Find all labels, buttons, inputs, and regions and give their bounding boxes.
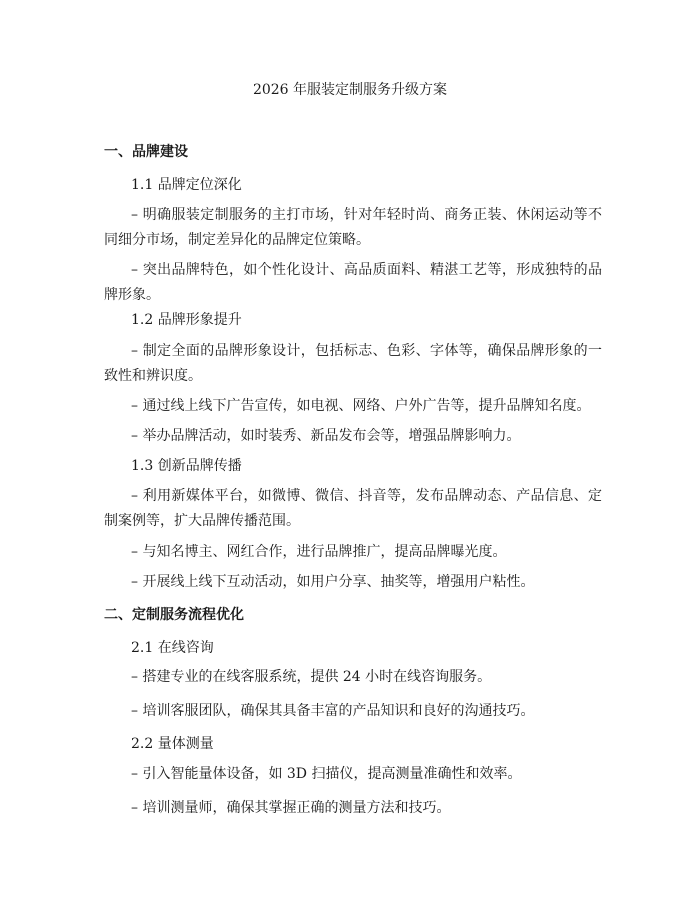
paragraph: – 培训测量师，确保其掌握正确的测量方法和技巧。 (131, 800, 451, 816)
subsection-heading-1-1: 1.1 品牌定位深化 (131, 177, 242, 193)
paragraph: – 利用新媒体平台，如微博、微信、抖音等，发布品牌动态、产品信息、定制案例等，扩大品牌传播范围。 (104, 488, 602, 529)
subsection-heading-2-2: 2.2 量体测量 (131, 736, 214, 752)
paragraph: – 突出品牌特色，如个性化设计、高品质面料、精湛工艺等，形成独特的品牌形象。 (104, 262, 602, 303)
section-heading-brand-building: 一、品牌建设 (104, 144, 188, 160)
document-title: 2026 年服装定制服务升级方案 (252, 82, 448, 98)
subsection-heading-1-2: 1.2 品牌形象提升 (131, 312, 242, 328)
paragraph: – 开展线上线下互动活动，如用户分享、抽奖等，增强用户粘性。 (131, 574, 535, 590)
paragraph: – 明确服装定制服务的主打市场，针对年轻时尚、商务正装、休闲运动等不同细分市场，制定差异化的品牌定位策略。 (104, 207, 602, 248)
paragraph: – 举办品牌活动，如时装秀、新品发布会等，增强品牌影响力。 (131, 428, 521, 444)
paragraph: – 与知名博主、网红合作，进行品牌推广，提高品牌曝光度。 (131, 544, 507, 560)
paragraph: – 引入智能量体设备，如 3D 扫描仪，提高测量准确性和效率。 (131, 766, 522, 782)
paragraph: – 制定全面的品牌形象设计，包括标志、色彩、字体等，确保品牌形象的一致性和辨识度。 (104, 343, 602, 384)
paragraph: – 通过线上线下广告宣传，如电视、网络、户外广告等，提升品牌知名度。 (131, 398, 591, 414)
paragraph: – 培训客服团队，确保其具备丰富的产品知识和良好的沟通技巧。 (131, 703, 535, 719)
subsection-heading-2-1: 2.1 在线咨询 (131, 640, 214, 656)
subsection-heading-1-3: 1.3 创新品牌传播 (131, 458, 242, 474)
section-heading-process-optimization: 二、定制服务流程优化 (104, 607, 244, 623)
paragraph: – 搭建专业的在线客服系统，提供 24 小时在线咨询服务。 (131, 669, 492, 685)
